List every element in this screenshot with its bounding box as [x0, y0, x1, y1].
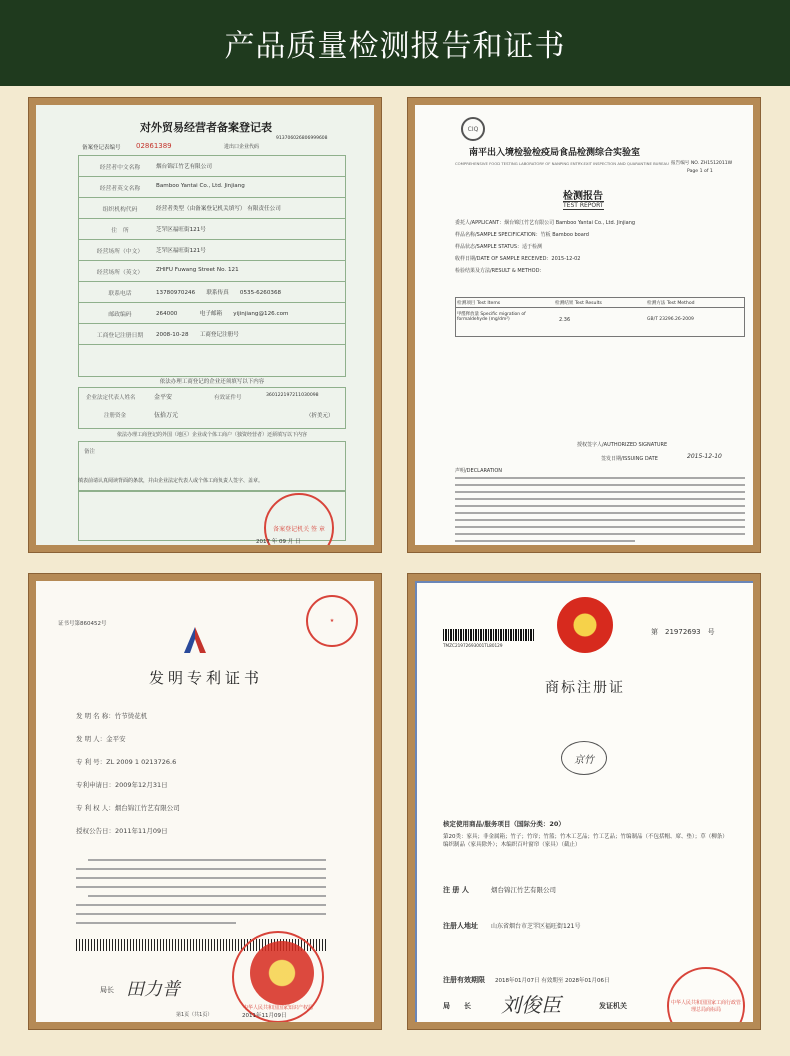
table-cell-result: 2.36: [559, 317, 571, 323]
form-row-line: [78, 281, 346, 282]
table-cell-item: 甲醛释放量 Specific migration of formaldehyde (mg/dm²): [457, 312, 526, 322]
patent-cert: [36, 581, 374, 1022]
form-row-line: [78, 218, 346, 219]
table-head-items: 检测项目 Test Items: [457, 301, 501, 306]
address-label: 注册人地址: [443, 922, 478, 930]
trademark-reg-no: 第 21972693 号: [651, 628, 715, 636]
form-row-label: 联系电话: [108, 291, 132, 297]
form-row-label: 经营者中文名称: [99, 165, 141, 171]
form-row-label: 经营场所（英文）: [96, 270, 144, 276]
patent-body-line: [76, 877, 326, 879]
code-label: 进出口企业代码: [224, 144, 260, 150]
form-row-label: 工商登记注册日期: [96, 333, 144, 339]
declaration-line: [455, 533, 745, 535]
results-label: 检验结果及方法/RESULT & METHOD：: [455, 268, 545, 274]
patent-cert-frame[interactable]: [28, 573, 382, 1030]
page-header: [0, 0, 790, 86]
date-received: 收样日期/DATE OF SAMPLE RECEIVED：2015-12-02: [455, 256, 581, 262]
signatory-label: 授权签字人/AUTHORIZED SIGNATURE: [577, 442, 668, 448]
patent-body-line: [76, 886, 326, 888]
national-emblem-icon: [557, 597, 613, 653]
filing-seal-text: 备案登记机关 签 章: [273, 525, 325, 533]
patent-cert-no: 证书号第860452号: [58, 621, 107, 627]
form-row-line: [78, 176, 346, 177]
form-row-value: 烟台锦江竹艺有限公司: [156, 164, 212, 170]
patent-field: 专利申请日：2009年12月31日: [76, 781, 168, 789]
rep-label: 企业法定代表人姓名: [86, 395, 136, 401]
declaration-line: [455, 519, 745, 521]
code-value: 913706026806999608: [276, 136, 328, 141]
form-row-label: 经营场所（中文）: [96, 249, 144, 255]
patent-field: 发 明 人：金平安: [76, 735, 126, 743]
patent-body-line: [88, 895, 326, 897]
filing-form-title: 对外贸易经营者备案登记表: [140, 121, 272, 134]
trademark-barcode-text: TMZC21972693001TL80129: [443, 643, 503, 648]
patent-office-logo-icon: [182, 625, 208, 655]
issuer-label: 发证机关: [599, 1002, 627, 1010]
form-row-value: 264000 电子邮箱 yijinjiang@126.com: [156, 311, 289, 317]
form-row-line: [78, 323, 346, 324]
period-label: 注册有效期限: [443, 976, 485, 984]
form-row-line: [78, 260, 346, 261]
results-table-rule: [455, 307, 745, 308]
patent-seal-top: ★: [306, 595, 358, 647]
report-title-en: TEST REPORT: [563, 202, 604, 209]
form-row-line: [78, 197, 346, 198]
reg-no: 02861389: [136, 142, 172, 150]
trademark-seal-text: 中华人民共和国国家工商行政管理总局商标局: [670, 1000, 741, 1013]
patent-field: 专 利 号：ZL 2009 1 0213726.6: [76, 758, 177, 766]
form-row-label: 组织机构代码: [102, 207, 138, 213]
trademark-director-label: 局 长: [443, 1002, 471, 1010]
form-footer: 填表前请认真阅读背面的条款，并由企业法定代表人或个体工商负责人签字、盖章。: [78, 478, 264, 484]
trademark-director-sig: 刘俊臣: [501, 993, 561, 1017]
declaration-line: [455, 540, 635, 542]
table-cell-method: GB/T 23296.26-2009: [647, 317, 694, 322]
trademark-mark: 京竹: [561, 741, 607, 775]
id-label: 有效证件号: [214, 395, 242, 401]
capital-value: 伍拾万元: [154, 412, 179, 419]
report-page: Page 1 of 1: [687, 169, 713, 174]
form-row-value: 芝罘区福旺街121号: [156, 248, 206, 254]
patent-body-line: [76, 922, 236, 924]
page-title: 产品质量检测报告和证书: [224, 29, 566, 64]
declaration-line: [455, 484, 745, 486]
patent-title: 发明专利证书: [148, 669, 263, 687]
table-head-method: 检测方法 Test Method: [647, 301, 695, 306]
declaration-line: [455, 491, 745, 493]
registrant-label: 注 册 人: [443, 886, 469, 894]
patent-body-line: [76, 904, 326, 906]
form-row-label: 经营者英文名称: [99, 186, 141, 192]
patent-body-line: [88, 859, 326, 861]
lab-name-en: COMPREHENSIVE FOOD TESTING LABORATORY OF NANPING ENTRY-EXIT INSPECTION AND QUARANTINE BUREAU: [455, 161, 669, 166]
id-value: 360122197211030098: [266, 393, 319, 398]
report-no: 报告编号 NO. ZH1512011W: [671, 161, 733, 166]
form-row-value: ZHIFU Fuwang Street No. 121: [156, 267, 239, 273]
patent-body-line: [76, 868, 326, 870]
filing-date: 2017 年 09 月 日: [256, 539, 301, 545]
form-row-line: [78, 344, 346, 345]
capital-currency: （折美元）: [306, 413, 334, 419]
form-row-value: 芝罘区福旺街121号: [156, 227, 206, 233]
test-report: [415, 105, 753, 545]
patent-director-sig: 田力普: [126, 979, 180, 1000]
filing-form: [36, 105, 374, 545]
ciq-logo-icon: CIQ: [461, 117, 485, 141]
patent-field: 发 明 名 称：竹节烫花机: [76, 712, 148, 720]
declaration-line: [455, 498, 745, 500]
filing-form-frame[interactable]: [28, 97, 382, 553]
patent-director-label: 局长: [100, 986, 114, 994]
lab-name: 南平出入境检验检疫局食品检测综合实验室: [469, 148, 641, 158]
sample-status: 样品状态/SAMPLE STATUS：适于检测: [455, 244, 542, 250]
sample-name: 样品名称/SAMPLE SPECIFICATION：竹板 Bamboo board: [455, 232, 589, 238]
patent-seal: [232, 931, 324, 1022]
section3-heading: 依法办理工商登记的外国（地区）企业或个体工商户（独资经营者）还须填写以下内容: [116, 432, 307, 438]
reg-no-label: 备案登记表编号: [82, 145, 121, 151]
patent-field: 专 利 权 人：烟台锦江竹艺有限公司: [76, 804, 180, 812]
patent-seal-text: 中华人民共和国国家知识产权局: [242, 1004, 313, 1011]
rep-value: 金平安: [154, 394, 173, 401]
declaration-label: 声明/DECLARATION: [455, 468, 503, 474]
form-row-label: 住 所: [111, 228, 129, 234]
issuing-date: 2015-12-10: [687, 453, 722, 460]
registrant: 烟台锦江竹艺有限公司: [491, 886, 556, 894]
report-title: 检测报告: [563, 191, 603, 202]
patent-page: 第1页（共1页）: [176, 1012, 213, 1018]
form-row-line: [78, 239, 346, 240]
validity-period: 2018年01月07日 有效期至 2028年01月06日: [495, 978, 610, 984]
test-report-frame[interactable]: [407, 97, 761, 553]
goods-list: 第20类：家具；非金属箱；竹子；竹帘；竹篮；竹木工艺品；竹工艺品；竹编制品（不包括帽、席、垫）；草（柳条）编织制品（家具除外）；木编织百叶窗帘（家具）（截止）: [443, 834, 728, 848]
registrant-address: 山东省烟台市芝罘区福旺街121号: [491, 923, 581, 930]
capital-label: 注册资金: [104, 413, 127, 419]
declaration-line: [455, 526, 745, 528]
trademark-cert: [415, 581, 753, 1022]
trademark-title: 商标注册证: [545, 680, 625, 696]
remarks-label: 备注: [84, 449, 96, 455]
form-row-value: Bamboo Yantai Co., Ltd. Jinjiang: [156, 183, 245, 189]
declaration-line: [455, 505, 745, 507]
issuing-date-label: 签发日期/ISSUING DATE: [601, 456, 658, 462]
applicant: 委托人/APPLICANT：烟台锦江竹艺有限公司 Bamboo Yantai Co., Ltd. Jinjiang: [455, 220, 636, 226]
section2-heading: 依法办理工商登记的企业还须填写以下内容: [159, 379, 265, 385]
form-row-label: 邮政编码: [108, 312, 132, 318]
trademark-barcode: [443, 629, 535, 641]
patent-seal-date: 2011年11月09日: [242, 1013, 287, 1019]
patent-field: 授权公告日：2011年11月09日: [76, 827, 168, 835]
declaration-line: [455, 477, 745, 479]
form-row-line: [78, 302, 346, 303]
trademark-cert-frame[interactable]: [407, 573, 761, 1030]
form-row-value: 经营者类型（由备案登记机关填写） 有限责任公司: [156, 206, 281, 212]
form-row-value: 13780970246 联系传真 0535-6260368: [156, 290, 282, 296]
goods-title: 核定使用商品/服务项目（国际分类：20）: [443, 820, 565, 828]
form-row-value: 2008-10-28 工商登记注册号: [156, 332, 239, 338]
patent-body-line: [76, 913, 326, 915]
table-head-results: 检测结果 Test Results: [555, 301, 602, 306]
declaration-line: [455, 512, 745, 514]
